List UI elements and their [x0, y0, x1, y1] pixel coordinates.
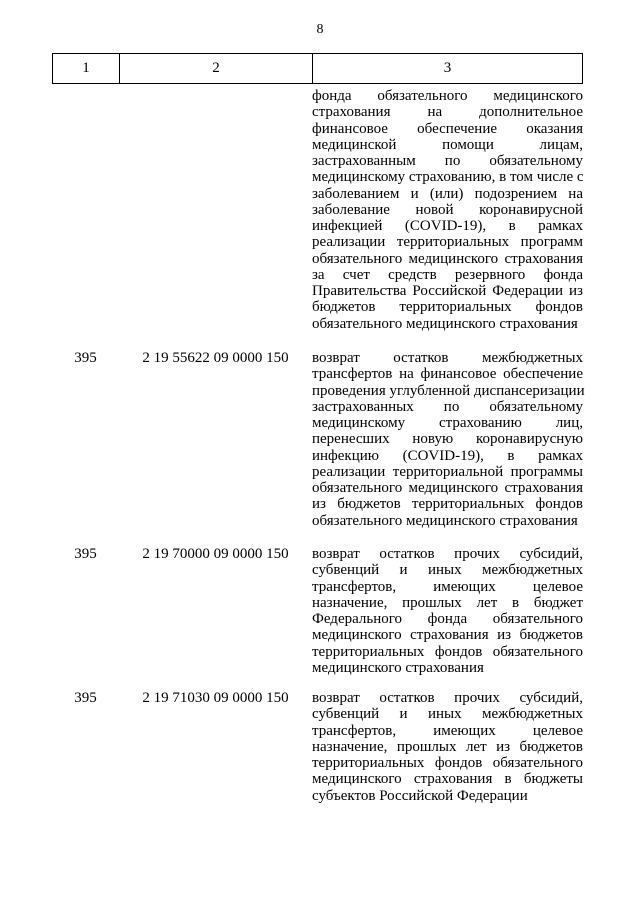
description-line: бюджетов территориальных фондов — [312, 299, 583, 316]
description-line: субъектов Российской Федерации — [312, 787, 528, 804]
description-line: территориальных фондов обязательного — [312, 643, 583, 660]
description-line: заболевание новой коронавирусной — [312, 201, 583, 218]
description-line: из бюджетов территориальных фондов — [312, 496, 583, 513]
description-line: медицинского страхования в бюджеты — [312, 771, 583, 788]
income-description — [312, 546, 583, 676]
kbk-code: 2 19 70000 09 0000 150 — [142, 546, 289, 562]
description-line: медицинского страхования — [312, 659, 484, 676]
description-line: возврат остатков прочих субсидий, — [312, 546, 583, 562]
description-line: перенесших новую коронавирусную — [312, 431, 583, 448]
admin-code: 395 — [74, 350, 97, 366]
kbk-code: 2 19 71030 09 0000 150 — [142, 690, 289, 706]
description-line: возврат остатков прочих субсидий, — [312, 690, 583, 706]
description-line: финансовое обеспечение оказания — [312, 120, 583, 137]
admin-code: 395 — [74, 546, 97, 562]
description-line: инфекцию (COVID-19), в рамках — [312, 447, 583, 464]
table-header — [52, 53, 583, 84]
description-line: фонда обязательного медицинского — [312, 88, 583, 104]
description-line: назначение, прошлых лет из бюджетов — [312, 738, 583, 755]
description-line: субвенций и иных межбюджетных — [312, 562, 583, 579]
income-description — [312, 88, 583, 332]
description-line: назначение, прошлых лет в бюджет — [312, 594, 583, 611]
description-line: реализации территориальной программы — [312, 463, 583, 480]
header-col-1: 1 — [53, 54, 120, 83]
description-line: реализации территориальных программ — [312, 234, 583, 251]
description-line: заболеванием и (или) подозрением на — [312, 185, 583, 202]
description-line: трансфертов на финансовое обеспечение — [312, 366, 583, 383]
description-line: субвенций и иных межбюджетных — [312, 706, 583, 723]
admin-code: 395 — [74, 690, 97, 706]
description-line: обязательного медицинского страхования — [312, 250, 583, 267]
description-line: страхования на дополнительное — [312, 104, 583, 121]
description-line: обязательного медицинского страхования — [312, 315, 578, 332]
description-line: территориальных фондов обязательного — [312, 755, 583, 771]
description-line: медицинскому страхованию, в том числе с — [312, 169, 584, 186]
description-line: инфекцией (COVID-19), в рамках — [312, 218, 583, 234]
page-number: 8 — [316, 22, 324, 37]
description-line: обязательного медицинского страхования — [312, 512, 578, 529]
description-line: обязательного медицинского страхования — [312, 480, 583, 496]
description-line: застрахованным по обязательному — [312, 153, 583, 169]
description-line: возврат остатков межбюджетных — [312, 350, 583, 366]
description-line: застрахованных по обязательному — [312, 398, 583, 415]
description-line: проведения углубленной диспансеризации — [312, 382, 585, 399]
header-col-2: 2 — [120, 54, 313, 83]
income-description — [312, 690, 583, 804]
description-line: за счет средств резервного фонда — [312, 266, 583, 283]
income-description — [312, 350, 583, 529]
description-line: трансфертов, имеющих целевое — [312, 578, 583, 595]
description-line: медицинского страхования из бюджетов — [312, 627, 583, 644]
description-line: трансфертов, имеющих целевое — [312, 722, 583, 739]
description-line: Федерального фонда обязательного — [312, 611, 583, 627]
description-line: медицинскому страхованию лиц, — [312, 415, 583, 431]
kbk-code: 2 19 55622 09 0000 150 — [142, 350, 289, 366]
header-col-3: 3 — [443, 60, 452, 76]
description-line: медицинской помощи лицам, — [312, 136, 583, 153]
description-line: Правительства Российской Федерации из — [312, 283, 583, 299]
